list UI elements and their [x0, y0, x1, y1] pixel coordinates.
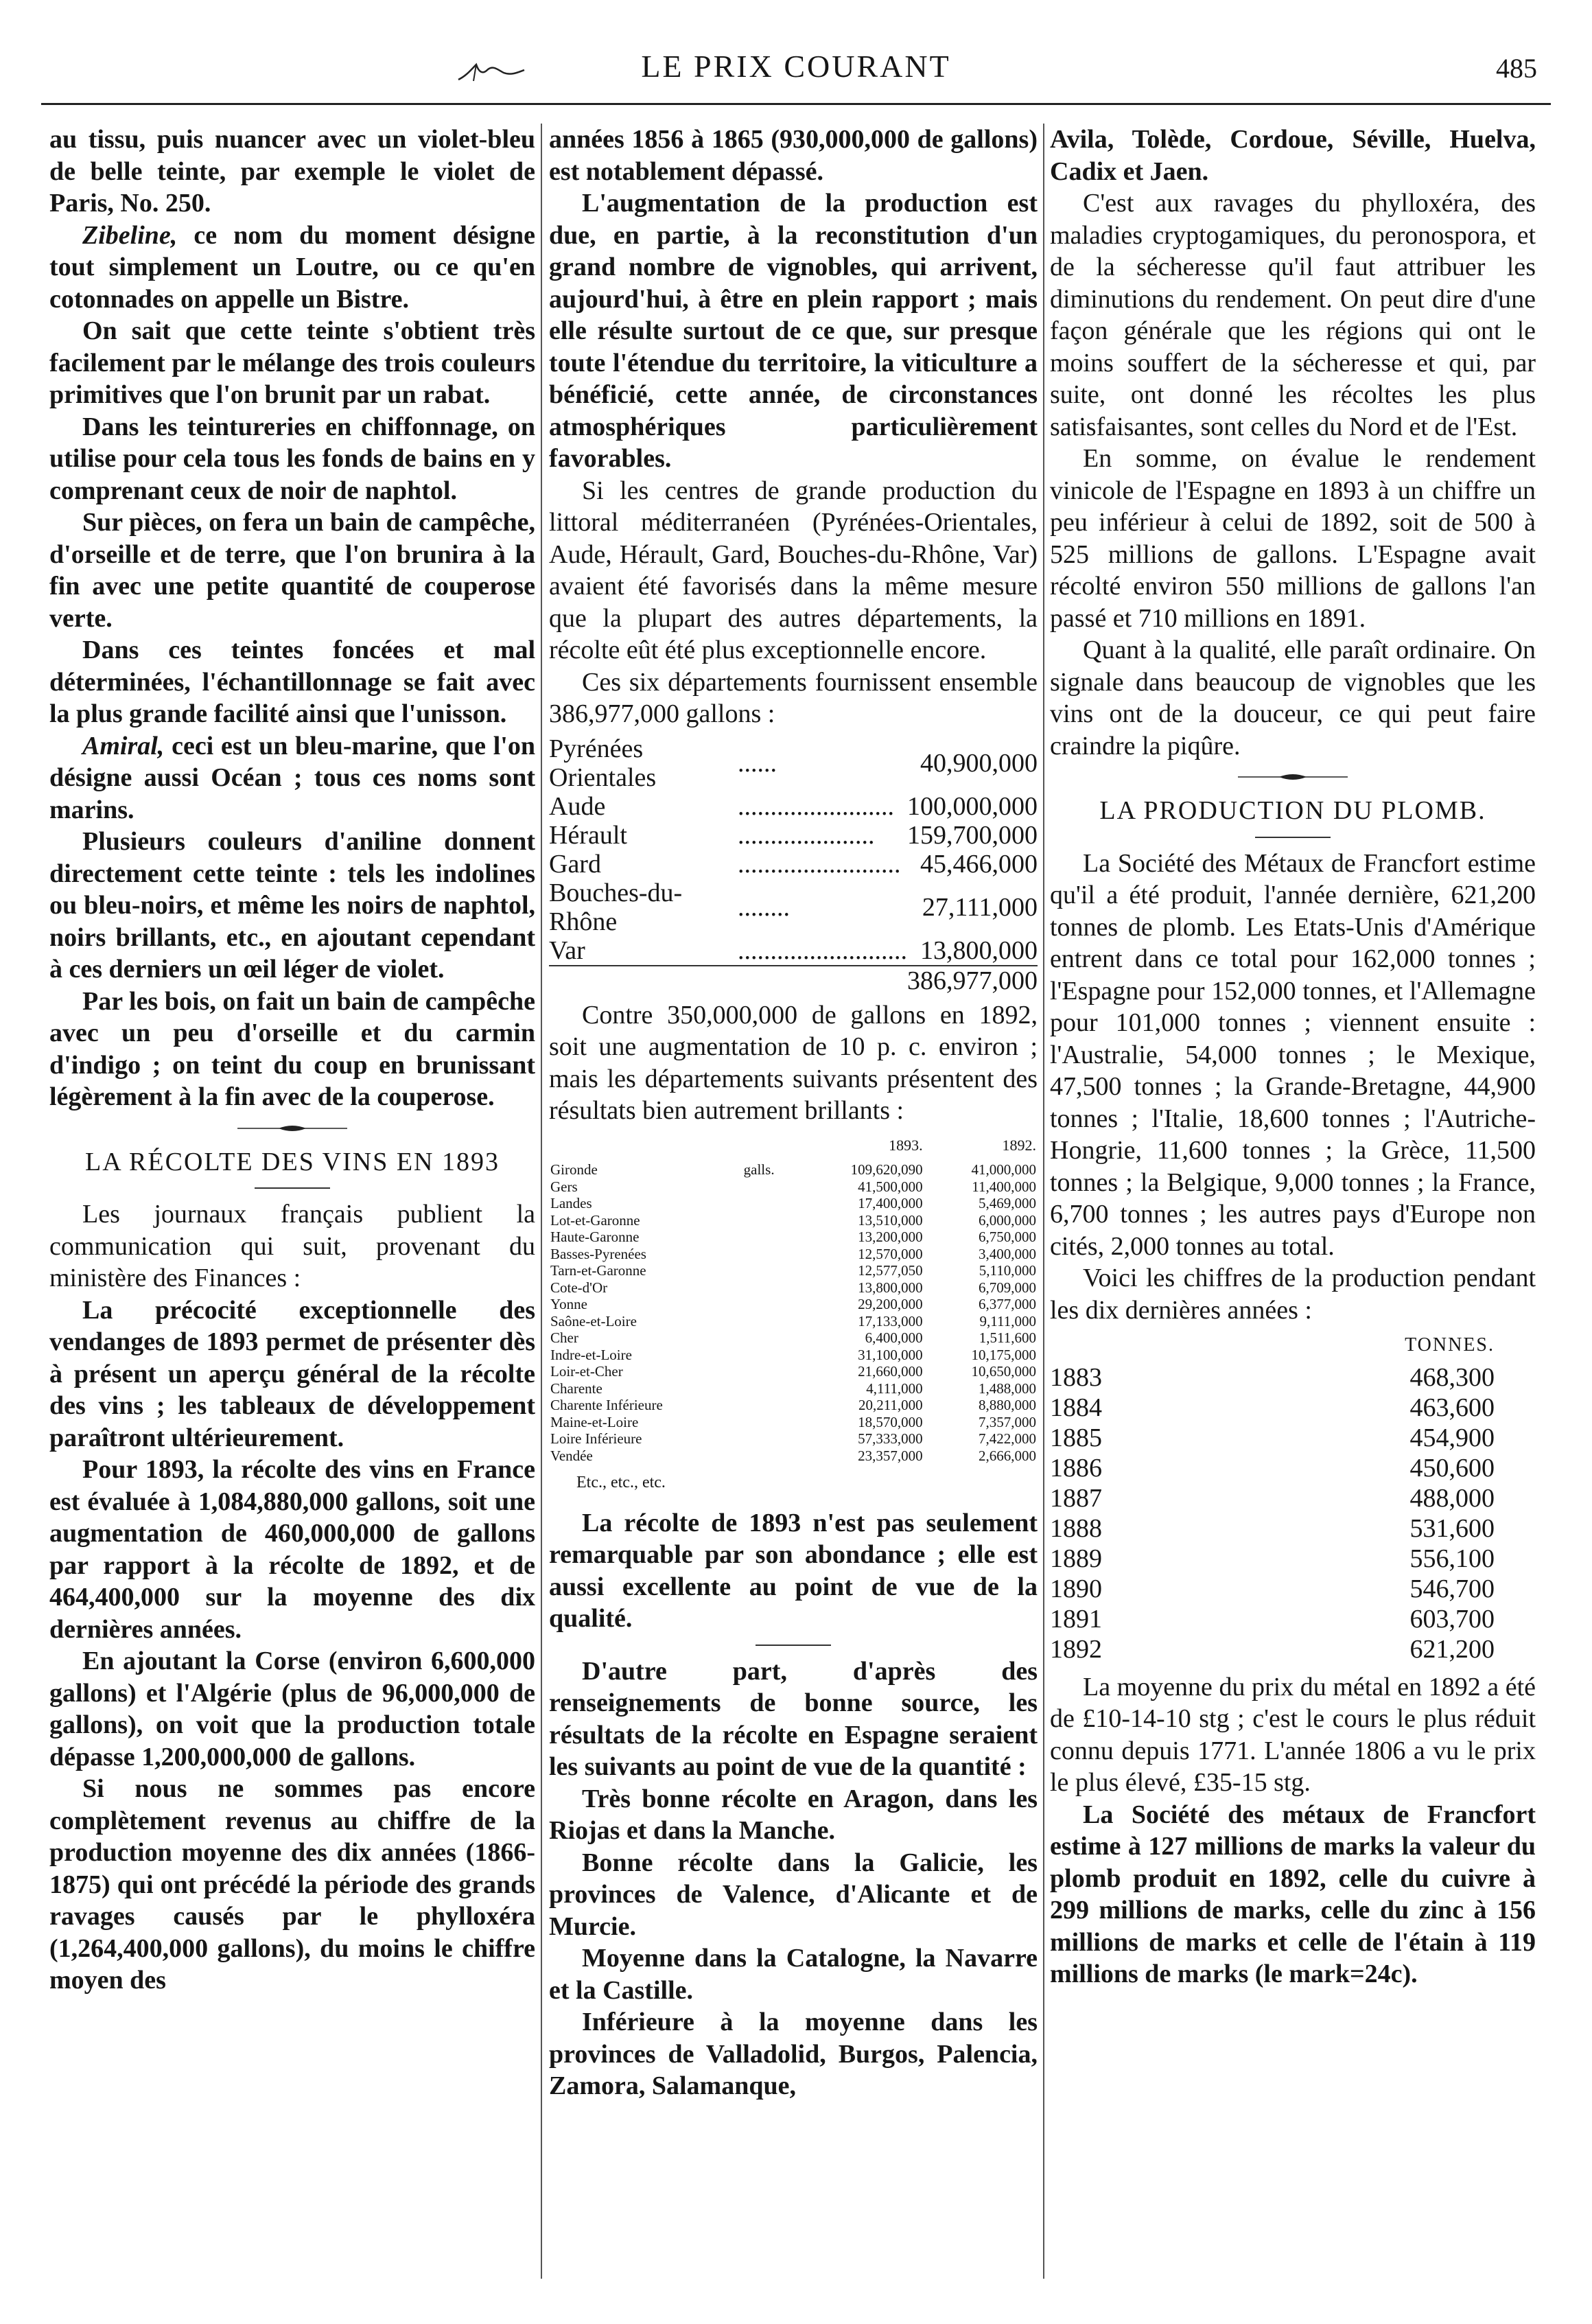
- paragraph: Dans les teintureries en chiffonnage, on utilise pour cela tous les fonds de bains en y comprenant ceux de noir de naphtol.: [49, 412, 535, 505]
- table-row: [1050, 1362, 1536, 1393]
- paragraph: La précocité exceptionnelle des vendanges de 1893 permet de présenter dès à présent un aperçu général de la récolte des vins ; les tableaux de développement paraîtront ultérieurement.: [49, 1295, 535, 1452]
- department-name: Pyrénées Orientales: [549, 734, 657, 792]
- value-1893: 12,577,050: [858, 1262, 923, 1279]
- departments-table: [549, 734, 1038, 995]
- paragraph: Quant à la qualité, elle paraît ordinaire. On signale dans beaucoup de vignobles que les vins ont de la douceur, ce qui peut faire craindre la piqûre.: [1050, 636, 1536, 760]
- paragraph: Très bonne récolte en Aragon, dans les Riojas et dans la Manche.: [549, 1784, 1038, 1845]
- tonnes-value: 603,700: [1409, 1604, 1495, 1634]
- tonnes-value: 463,600: [1409, 1393, 1495, 1422]
- unit-label: [742, 1178, 799, 1196]
- value-1892: 6,000,000: [979, 1211, 1036, 1229]
- department-name: Loir-et-Cher: [550, 1363, 623, 1380]
- table-row: [549, 936, 1038, 966]
- table-row: [549, 1161, 1038, 1178]
- gallons-value: 100,000,000: [907, 791, 1038, 821]
- unit-label: [742, 1397, 799, 1414]
- title-rule: [1255, 837, 1331, 838]
- department-name: Indre-et-Loire: [550, 1346, 632, 1363]
- department-name: Saône-et-Loire: [550, 1312, 637, 1329]
- tonnes-value: 621,200: [1409, 1634, 1495, 1664]
- value-1893: 21,660,000: [858, 1363, 923, 1380]
- table-row: [1050, 1483, 1536, 1513]
- unit-label: [742, 1313, 799, 1330]
- department-name: Cher: [550, 1329, 578, 1346]
- table-header-row: [1050, 1329, 1536, 1362]
- value-1893: 109,620,090: [850, 1161, 923, 1178]
- year: 1889: [1050, 1544, 1102, 1573]
- table-row: [549, 1347, 1038, 1364]
- paragraph: La récolte de 1893 n'est pas seulement remarquable par son abondance ; elle est aussi excellente au point de vue de la qualité.: [549, 1508, 1038, 1633]
- department-name: Charente Inférieure: [550, 1397, 663, 1413]
- column-header: 1893.: [889, 1136, 923, 1154]
- gallons-value: 45,466,000: [920, 849, 1038, 879]
- term-zibeline: Zibeline,: [82, 220, 178, 250]
- value-1892: 6,377,000: [979, 1296, 1036, 1312]
- column-header: 1892.: [1002, 1136, 1036, 1154]
- value-1893: 17,400,000: [858, 1195, 923, 1211]
- year: 1884: [1050, 1393, 1102, 1422]
- department-name: Bouches-du-Rhône: [549, 878, 683, 936]
- leader-dots: ......: [738, 748, 777, 778]
- department-name: Hérault: [549, 820, 627, 850]
- paragraph: Sur pièces, on fera un bain de campêche, d'orseille et de terre, que l'on brunira à la fin avec une petite quantité de couperose verte.: [49, 508, 535, 633]
- column-divider: [1043, 124, 1044, 2279]
- paragraph: Si les centres de grande production du littoral méditerranéen (Pyrénées-Orientales, Aude, Hérault, Gard, Bouches-du-Rhône, Var) avaient été favorisés dans la même mesure que la plupart des autres départements, la récolte eût été plus exceptionnelle encore.: [549, 476, 1038, 664]
- value-1893: 12,570,000: [858, 1245, 923, 1262]
- unit-label: [742, 1212, 799, 1229]
- unit-label: [742, 1195, 799, 1212]
- table-row: [549, 734, 1038, 792]
- table-row: [549, 1229, 1038, 1246]
- value-1892: 5,469,000: [979, 1195, 1036, 1211]
- section-divider-icon: [1238, 771, 1348, 782]
- year: 1890: [1050, 1574, 1102, 1603]
- page-number: 485: [1496, 53, 1537, 84]
- unit-label: [742, 1363, 799, 1380]
- table-row: [549, 1195, 1038, 1212]
- table-row: [549, 1430, 1038, 1448]
- leader-dots: ..........................: [738, 936, 907, 965]
- unit-label: [742, 1296, 799, 1313]
- header-rule: [41, 103, 1551, 105]
- department-name: Landes: [550, 1195, 592, 1211]
- department-name: Cote-d'Or: [550, 1279, 608, 1296]
- unit-label: [742, 1246, 799, 1263]
- paragraph: La Société des métaux de Francfort estime à 127 millions de marks la valeur du plomb produit en 1892, celle du cuivre à 299 millions de marks, celle du zinc à 156 millions de marks et celle de l'étain à 119 millions de marks (le mark=24c).: [1050, 1800, 1536, 1988]
- paragraph-rule: [756, 1645, 831, 1646]
- department-name: Charente: [550, 1380, 602, 1397]
- lead-production-table: [1050, 1329, 1536, 1664]
- year: 1891: [1050, 1604, 1102, 1634]
- paragraph: années 1856 à 1865 (930,000,000 de gallons) est notablement dépassé.: [549, 125, 1038, 186]
- term-amiral: Amiral,: [82, 731, 165, 760]
- table-row: [549, 1380, 1038, 1397]
- unit-label: [742, 1448, 799, 1465]
- department-name: Gers: [550, 1178, 578, 1195]
- departments-comparison-table: [549, 1130, 1038, 1465]
- total-value: 386,977,000: [907, 966, 1038, 995]
- unit-label: [742, 1347, 799, 1364]
- paragraph: D'autre part, d'après des renseignements de bonne source, les résultats de la récolte en Espagne seraient les suivants au point de vue de la quantité :: [549, 1656, 1038, 1781]
- value-1893: 29,200,000: [858, 1296, 923, 1312]
- unit-label: [742, 1229, 799, 1246]
- value-1892: 8,880,000: [979, 1397, 1036, 1413]
- value-1892: 1,488,000: [979, 1380, 1036, 1397]
- value-1892: 1,511,600: [979, 1329, 1036, 1346]
- value-1893: 13,800,000: [858, 1279, 923, 1296]
- department-name: Var: [549, 936, 585, 965]
- paragraph: La moyenne du prix du métal en 1892 a été de £10-14-10 stg ; c'est le cours le plus réduit connu depuis 1771. L'année 1806 a vu le prix le plus élevé, £35-15 stg.: [1050, 1672, 1536, 1797]
- value-1892: 5,110,000: [979, 1262, 1036, 1279]
- tonnes-value: 556,100: [1409, 1544, 1495, 1573]
- table-total-row: [549, 966, 1038, 995]
- year: 1888: [1050, 1513, 1102, 1543]
- paragraph: C'est aux ravages du phylloxéra, des maladies cryptogamiques, du peronospora, et de la sécheresse qu'il faut attribuer les diminutions du rendement. On peut dire d'une façon générale que les régions qui ont le moins souffert de la sécheresse et qui, par suite, ont donné les récoltes les plus satisfaisantes, sont celles du Nord et de l'Est.: [1050, 189, 1536, 441]
- gallons-value: 27,111,000: [922, 892, 1038, 922]
- value-1893: 31,100,000: [858, 1346, 923, 1363]
- journal-title: LE PRIX COURANT: [641, 49, 951, 84]
- value-1893: 57,333,000: [858, 1430, 923, 1447]
- paragraph: Plusieurs couleurs d'aniline donnent directement cette teinte : tels les indolines ou bleu-noirs, et même les noirs de naphtol, noirs brillants, etc., en ajoutant cependant à ces derniers un œil léger de violet.: [49, 827, 535, 984]
- value-1892: 7,357,000: [979, 1413, 1036, 1430]
- value-1893: 23,357,000: [858, 1447, 923, 1464]
- table-row: [549, 1296, 1038, 1313]
- table-row: [549, 1363, 1038, 1380]
- paragraph: La Société des Métaux de Francfort estime qu'il a été produit, l'année dernière, 621,200 tonnes de plomb. Les Etats-Unis d'Amérique entrent dans ce total pour 162,000 tonnes ; l'Espagne pour 152,000 tonnes, et l'Allemagne pour 101,000 tonnes ; viennent ensuite : l'Australie, 54,000 tonnes ; le Mexique, 47,500 tonnes ; la Grande-Bretagne, 44,900 tonnes ; l'Italie, 18,600 tonnes ; l'Autriche-Hongrie, 11,600 tonnes ; la Grèce, 11,500 tonnes ; la Belgique, 9,000 tonnes ; la France, 6,700 tonnes ; les autres pays d'Europe non cités, 2,000 tonnes au total.: [1050, 848, 1536, 1261]
- year: 1885: [1050, 1423, 1102, 1452]
- department-name: Loire Inférieure: [550, 1430, 642, 1447]
- paragraph: Avila, Tolède, Cordoue, Séville, Huelva, Cadix et Jaen.: [1050, 125, 1536, 186]
- paragraph: Ces six départements fournissent ensemble 386,977,000 gallons :: [549, 667, 1038, 728]
- paragraph: Par les bois, on fait un bain de campêche avec un peu d'orseille et du carmin d'indigo ; on teint du coup en brunissant légèrement à la fin avec de la couperose.: [49, 986, 535, 1111]
- table-row: [1050, 1574, 1536, 1604]
- value-1892: 10,650,000: [971, 1363, 1036, 1380]
- table-row: [549, 1262, 1038, 1279]
- table-row: [549, 1329, 1038, 1347]
- table-row: [1050, 1423, 1536, 1453]
- paragraph: au tissu, puis nuancer avec un violet-bleu de belle teinte, par exemple le violet de Paris, No. 250.: [49, 125, 535, 218]
- table-row: [549, 1313, 1038, 1330]
- table-row: [549, 1397, 1038, 1414]
- value-1892: 7,422,000: [979, 1430, 1036, 1447]
- unit-label: [742, 1414, 799, 1431]
- paragraph: Si nous ne sommes pas encore complètement revenus au chiffre de la production moyenne des dix années (1866-1875) qui ont précédé la période des grands ravages causés par le phylloxéra (1,264,400,000 gallons), du moins le chiffre moyen des: [49, 1774, 535, 1995]
- paragraph: [49, 730, 535, 826]
- value-1893: 20,211,000: [858, 1397, 923, 1413]
- department-name: Vendée: [550, 1447, 593, 1464]
- paragraph: L'augmentation de la production est due, en partie, à la reconstitution d'un grand nombre de vignobles, qui arrivent, aujourd'hui, à être en plein rapport ; mais elle résulte surtout de ce que, sur presque toute l'étendue du territoire, la viticulture a bénéficié, cette année, de circonstances atmosphériques particulièrement favorables.: [549, 189, 1038, 473]
- leader-dots: .........................: [738, 849, 901, 879]
- paragraph: On sait que cette teinte s'obtient très facilement par le mélange des trois couleurs primitives que l'on brunit par un rabat.: [49, 316, 535, 409]
- table-row: [549, 821, 1038, 850]
- table-row: [549, 879, 1038, 936]
- tonnes-value: 546,700: [1409, 1574, 1495, 1603]
- department-name: Gard: [549, 849, 601, 879]
- value-1893: 6,400,000: [865, 1329, 923, 1346]
- column-2: [549, 124, 1038, 2279]
- tonnes-value: 454,900: [1409, 1423, 1495, 1452]
- table-row: [1050, 1634, 1536, 1664]
- paragraph: Moyenne dans la Catalogne, la Navarre et la Castille.: [549, 1944, 1038, 2005]
- paragraph: Pour 1893, la récolte des vins en France est évaluée à 1,084,880,000 gallons, soit une augmentation de 460,000,000 de gallons par rapport à la récolte de 1892, et de 464,400,000 sur la moyenne des dix dernières années.: [49, 1455, 535, 1644]
- unit-label: [742, 1279, 799, 1297]
- paragraph: Contre 350,000,000 de gallons en 1892, soit une augmentation de 10 p. c. environ ; mais les départements suivants présentent des résultats bien autrement brillants :: [549, 1000, 1038, 1125]
- column-1: [49, 124, 535, 2279]
- leader-dots: ........................: [738, 791, 894, 821]
- section-title-lead-production: LA PRODUCTION DU PLOMB.: [1099, 796, 1486, 825]
- table-header-row: [549, 1130, 1038, 1162]
- department-name: Haute-Garonne: [550, 1229, 640, 1245]
- leader-dots: .....................: [738, 820, 875, 850]
- running-head: [41, 41, 1551, 103]
- paragraph-text: ce nom du moment désigne tout simplement un Loutre, ou ce qu'en cotonnades on appelle un Bistre.: [49, 220, 535, 314]
- department-name: Yonne: [550, 1296, 587, 1312]
- table-row: [549, 792, 1038, 821]
- gallons-value: 159,700,000: [907, 820, 1038, 850]
- tonnes-value: 488,000: [1409, 1483, 1495, 1513]
- table-row: [549, 1414, 1038, 1431]
- value-1893: 18,570,000: [858, 1413, 923, 1430]
- paragraph: Les journaux français publient la communication qui suit, provenant du ministère des Finances :: [49, 1200, 535, 1292]
- value-1893: 17,133,000: [858, 1312, 923, 1329]
- unit-label: galls.: [743, 1161, 775, 1178]
- gallons-value: 13,800,000: [920, 936, 1038, 965]
- year: 1886: [1050, 1453, 1102, 1483]
- title-rule: [255, 1187, 330, 1189]
- table-row: [1050, 1393, 1536, 1423]
- table-row: [549, 1246, 1038, 1263]
- value-1892: 9,111,000: [979, 1312, 1036, 1329]
- table-row: [1050, 1544, 1536, 1574]
- department-name: Gironde: [550, 1161, 598, 1178]
- paragraph-text: ceci est un bleu-marine, que l'on désigne aussi Océan ; tous ces noms sont marins.: [49, 731, 535, 824]
- section-title-wine-harvest: LA RÉCOLTE DES VINS EN 1893: [85, 1147, 500, 1176]
- unit-label: [742, 1329, 799, 1347]
- value-1892: 6,750,000: [979, 1229, 1036, 1245]
- tonnes-value: 531,600: [1409, 1513, 1495, 1543]
- table-row: [1050, 1453, 1536, 1483]
- table-row: [1050, 1513, 1536, 1544]
- value-1892: 2,666,000: [979, 1447, 1036, 1464]
- value-1892: 41,000,000: [971, 1161, 1036, 1178]
- department-name: Lot-et-Garonne: [550, 1211, 640, 1229]
- year: 1892: [1050, 1634, 1102, 1664]
- gallons-value: 40,900,000: [920, 748, 1038, 778]
- leader-dots: ........: [738, 892, 790, 922]
- value-1893: 41,500,000: [858, 1178, 923, 1195]
- table-row: [1050, 1604, 1536, 1634]
- department-name: Maine-et-Loire: [550, 1413, 639, 1430]
- paragraph: Bonne récolte dans la Galicie, les provinces de Valence, d'Alicante et de Murcie.: [549, 1848, 1038, 1941]
- paragraph: [49, 220, 535, 316]
- unit-label: [742, 1262, 799, 1279]
- column-divider: [541, 124, 542, 2279]
- department-name: Aude: [549, 791, 606, 821]
- paragraph: Dans ces teintes foncées et mal déterminées, l'échantillonnage se fait avec la plus grande facilité ainsi que l'unisson.: [49, 636, 535, 728]
- table-row: [549, 850, 1038, 879]
- year: 1883: [1050, 1362, 1102, 1392]
- department-name: Basses-Pyrenées: [550, 1245, 646, 1262]
- value-1892: 11,400,000: [972, 1178, 1036, 1195]
- paragraph: En ajoutant la Corse (environ 6,600,000 gallons) et l'Algérie (plus de 96,000,000 de gallons), on voit que la production totale dépasse 1,200,000,000 de gallons.: [49, 1647, 535, 1771]
- table-row: [549, 1448, 1038, 1465]
- value-1893: 4,111,000: [866, 1380, 923, 1397]
- tonnes-value: 468,300: [1409, 1362, 1495, 1392]
- paragraph: Voici les chiffres de la production pendant les dix dernières années :: [1050, 1264, 1536, 1325]
- value-1892: 3,400,000: [979, 1245, 1036, 1262]
- paragraph: En somme, on évalue le rendement vinicole de l'Espagne en 1893 à un chiffre un peu inférieur à celui de 1892, soit de 500 à 525 millions de gallons. L'Espagne avait récolté environ 550 millions de gallons l'an passé et 710 millions en 1891.: [1050, 444, 1536, 633]
- tonnes-value: 450,600: [1409, 1453, 1495, 1483]
- value-1892: 6,709,000: [979, 1279, 1036, 1296]
- year: 1887: [1050, 1483, 1102, 1513]
- value-1892: 10,175,000: [971, 1346, 1036, 1363]
- paragraph: Inférieure à la moyenne dans les provinces de Valladolid, Burgos, Palencia, Zamora, Salamanque,: [549, 2008, 1038, 2100]
- unit-label: [742, 1380, 799, 1397]
- table-row: [549, 1279, 1038, 1297]
- column-3: [1050, 124, 1536, 2279]
- table-row: [549, 1212, 1038, 1229]
- table-etc: Etc., etc., etc.: [576, 1474, 666, 1491]
- section-divider-icon: [237, 1123, 347, 1134]
- value-1893: 13,200,000: [858, 1229, 923, 1245]
- value-1893: 13,510,000: [858, 1211, 923, 1229]
- department-name: Tarn-et-Garonne: [550, 1262, 646, 1279]
- unit-label: [742, 1430, 799, 1448]
- table-row: [549, 1178, 1038, 1196]
- column-header-tonnes: TONNES.: [1405, 1334, 1495, 1356]
